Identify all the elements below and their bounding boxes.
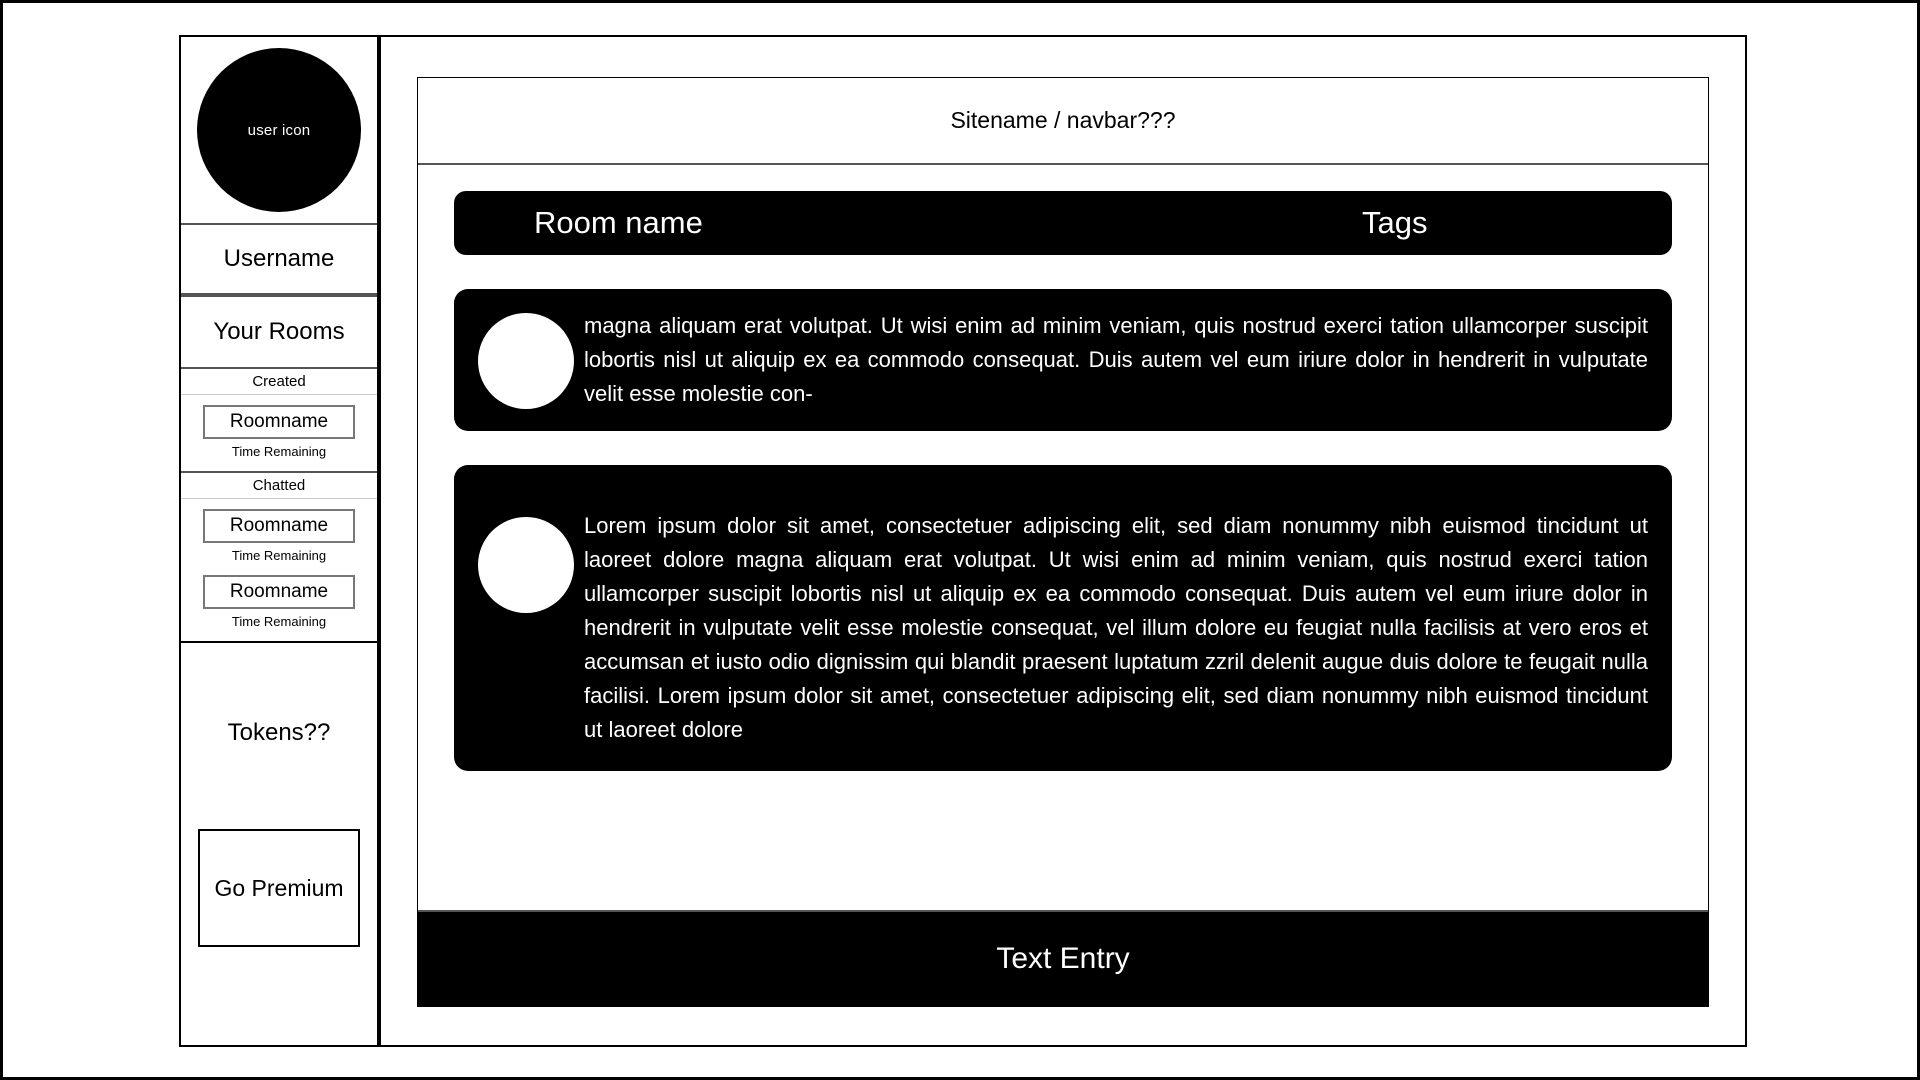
room-button[interactable]: Roomname <box>203 405 355 439</box>
room-group-header: Created <box>181 367 377 395</box>
user-icon[interactable] <box>197 48 361 212</box>
message-avatar-icon[interactable] <box>478 313 574 409</box>
sidebar-premium-section <box>181 823 377 947</box>
room-tags-label[interactable]: Tags <box>1362 205 1428 240</box>
sidebar-avatar-section <box>181 37 377 225</box>
username-label: Username <box>223 245 335 272</box>
list-item <box>181 405 377 459</box>
room-group-created <box>181 367 377 471</box>
room-group-body <box>181 395 377 471</box>
main-frame <box>379 35 1747 1047</box>
sidebar-rooms-title-section <box>181 295 377 367</box>
message-avatar-icon[interactable] <box>478 517 574 613</box>
room-time-remaining: Time Remaining <box>231 444 327 459</box>
go-premium-button[interactable]: Go Premium <box>198 829 360 947</box>
message-bubble <box>454 465 1672 771</box>
message-area[interactable] <box>418 165 1708 910</box>
room-group-body <box>181 499 377 641</box>
room-button[interactable]: Roomname <box>203 509 355 543</box>
your-rooms-label: Your Rooms <box>213 318 345 345</box>
room-group-header: Chatted <box>181 471 377 499</box>
message-bubble <box>454 289 1672 431</box>
sidebar-rooms-groups <box>181 367 377 643</box>
room-time-remaining: Time Remaining <box>231 614 327 629</box>
text-entry-bar[interactable] <box>418 910 1708 1006</box>
site-title: Sitename / navbar??? <box>950 107 1176 133</box>
content-panel <box>417 77 1709 1007</box>
room-group-chatted <box>181 471 377 641</box>
room-time-remaining: Time Remaining <box>231 548 327 563</box>
room-button[interactable]: Roomname <box>203 575 355 609</box>
room-header-bar <box>454 191 1672 255</box>
message-text: Lorem ipsum dolor sit amet, consectetuer adipiscing elit, sed diam nonummy nibh euismod tincidunt ut laoreet dolore magna aliquam erat volutpat. Ut wisi enim ad minim veniam, quis nostrud exerci tation ullamcorper suscipit lobortis nisl ut aliquip ex ea commodo consequat. Duis autem vel eum iriure dolor in hendrerit in vulputate velit esse molestie consequat, vel illum dolore eu feugiat nulla facilisis at vero eros et accumsan et iusto odio dignissim qui blandit praesent luptatum zzril delenit augue duis dolore te feugait nulla facilisi. Lorem ipsum dolor sit amet, consectetuer adipiscing elit, sed diam nonummy nibh euismod tincidunt ut laoreet dolore <box>584 513 1648 742</box>
message-text: magna aliquam erat volutpat. Ut wisi enim ad minim veniam, quis nostrud exerci tation ullamcorper suscipit lobortis nisl ut aliquip ex ea commodo consequat. Duis autem vel eum iriure dolor in hendrerit in vulputate velit esse molestie con- <box>584 313 1648 406</box>
navbar <box>418 78 1708 165</box>
text-entry-label: Text Entry <box>996 942 1130 975</box>
sidebar-username-section <box>181 225 377 295</box>
room-name-label: Room name <box>534 205 703 240</box>
list-item <box>181 509 377 563</box>
sidebar <box>179 35 379 1047</box>
user-icon-label: user icon <box>247 121 311 139</box>
sidebar-tokens-section <box>181 643 377 823</box>
tokens-label: Tokens?? <box>227 719 331 746</box>
list-item <box>181 575 377 629</box>
